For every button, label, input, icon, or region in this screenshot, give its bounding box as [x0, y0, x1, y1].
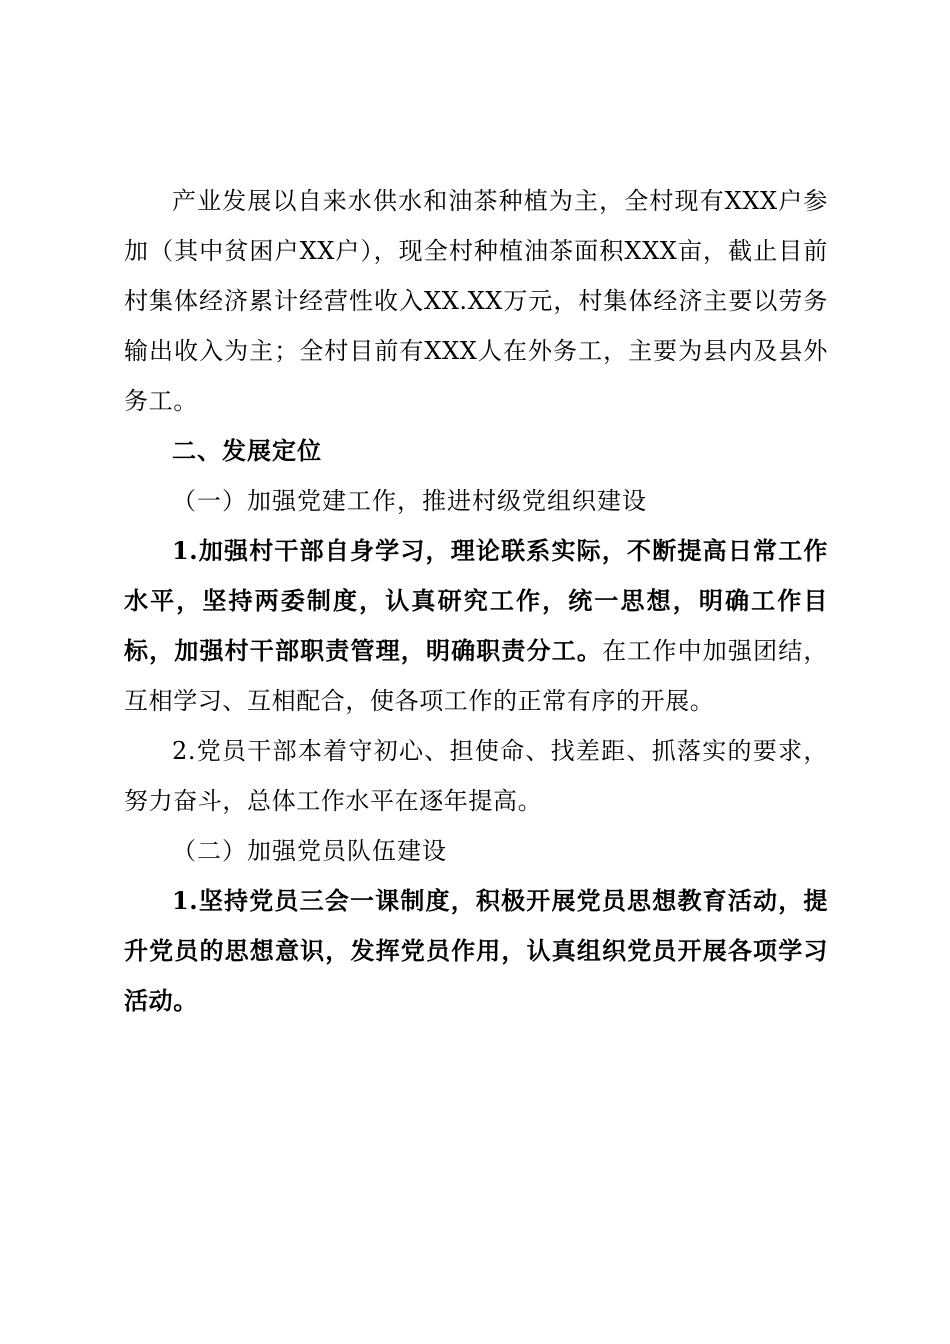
item-1-1-bold-text: 1.加强村干部自身学习，理论联系实际，不断提高日常工作水平，坚持两委制度，认真研究工作，统一思想，明确工作目标，加强村干部职责管理，明确职责分工。 — [124, 536, 828, 665]
paragraph-item-1-2: 2.党员干部本着守初心、担使命、找差距、抓落实的要求，努力奋斗，总体工作水平在逐年提高。 — [124, 737, 828, 815]
document-body — [124, 176, 828, 1026]
item-1-1-regular-text: 在工作中加强团结，互相学习、互相配合，使各项工作的正常有序的开展。 — [124, 637, 828, 715]
section-heading-development-positioning: 二、发展定位 — [172, 437, 322, 465]
paragraph-item-2-1: 1.坚持党员三会一课制度，积极开展党员思想教育活动，提升党员的思想意识，发挥党员作用，认真组织党员开展各项学习活动。 — [124, 886, 828, 1015]
subsection-heading-party-member-team: （二）加强党员队伍建设 — [172, 837, 447, 865]
paragraph-industry-development: 产业发展以自来水供水和油茶种植为主，全村现有XXX户参加（其中贫困户XX户），现全村种植油茶面积XXX亩，截止目前村集体经济累计经营性收入XX.XX万元，村集体经济主要以劳务输出收入为主；全村目前有XXX人在外务工，主要为县内及县外务工。 — [124, 187, 828, 415]
paragraph-item-1-1 — [124, 526, 828, 726]
subsection-heading-party-building: （一）加强党建工作，推进村级党组织建设 — [172, 487, 647, 515]
